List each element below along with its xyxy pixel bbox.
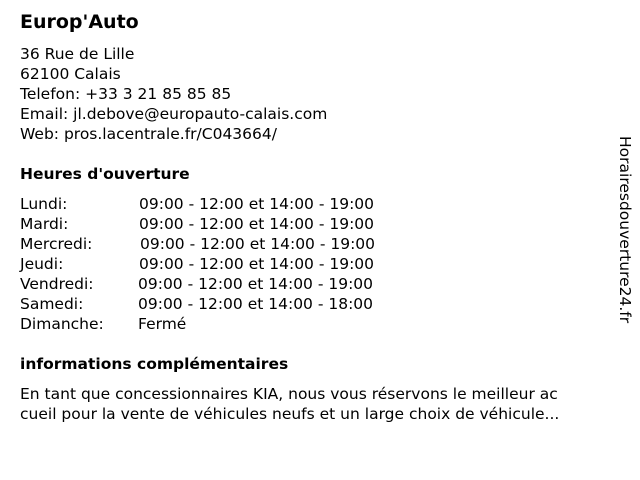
address-street: 36 Rue de Lille	[20, 45, 135, 63]
day-label: Samedi:	[20, 295, 84, 313]
time-range: 09:00 - 12:00 et 14:00 - 19:00	[140, 235, 376, 253]
day-label: Dimanche:	[20, 315, 104, 333]
time-range: 09:00 - 12:00 et 14:00 - 18:00	[138, 295, 374, 313]
info-line: En tant que concessionnaires KIA, nous vous réservons le meilleur ac	[20, 385, 558, 403]
day-label: Lundi:	[20, 195, 68, 213]
time-range: 09:00 - 12:00 et 14:00 - 19:00	[139, 195, 375, 213]
info-line: cueil pour la vente de véhicules neufs et un large choix de véhicule...	[20, 405, 560, 423]
additional-info-text	[20, 384, 630, 424]
website-url: Web: pros.lacentrale.fr/C043664/	[20, 125, 277, 143]
time-range: Fermé	[138, 315, 187, 333]
day-label: Jeudi:	[20, 255, 64, 273]
day-label: Vendredi:	[20, 275, 94, 293]
additional-info-heading: informations complémentaires	[20, 355, 289, 373]
day-label: Mardi:	[20, 215, 69, 233]
time-range: 09:00 - 12:00 et 14:00 - 19:00	[138, 275, 374, 293]
site-watermark: Horairesdouverture24.fr	[616, 136, 634, 324]
phone-number: Telefon: +33 3 21 85 85 85	[20, 85, 232, 103]
opening-hours-heading: Heures d'ouverture	[20, 165, 190, 183]
time-range: 09:00 - 12:00 et 14:00 - 19:00	[139, 255, 375, 273]
address-city: 62100 Calais	[20, 65, 121, 83]
time-range: 09:00 - 12:00 et 14:00 - 19:00	[139, 215, 375, 233]
email-address: Email: jl.debove@europauto-calais.com	[20, 105, 328, 123]
day-label: Mercredi:	[20, 235, 93, 253]
contact-block	[20, 44, 327, 144]
business-name: Europ'Auto	[20, 11, 139, 33]
